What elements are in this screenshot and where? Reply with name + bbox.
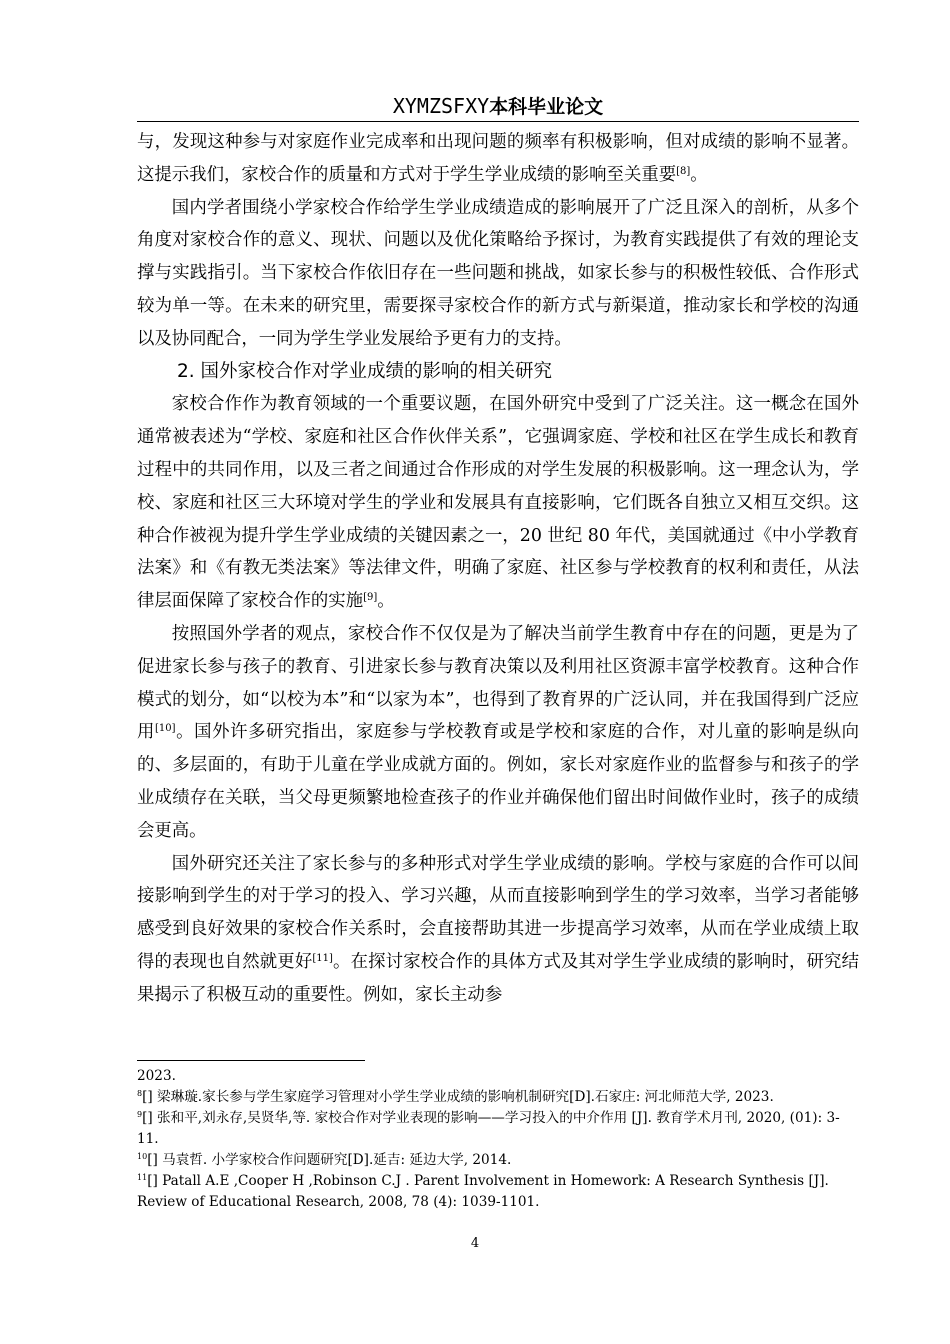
paragraph-text: 按照国外学者的观点，家校合作不仅仅是为了解决当前学生教育中存在的问题，更是为了促进家长参与孩子的教育、引进家长参与教育决策以及利用社区资源丰富学校教育。这种合作模式的划分，如“以校为本”和“以家为本”，也得到了教育界的广泛认同，并在我国得到广泛应用 xyxy=(137,623,859,743)
paragraph-tail: 。在探讨家校合作的具体方式及其对学生学业成绩的影响时，研究结果揭示了积极互动的重要性。例如，家长主动参 xyxy=(137,951,859,1005)
paragraph-domestic-summary: 国内学者围绕小学家校合作给学生学业成绩造成的影响展开了广泛且深入的剖析，从多个角度对家校合作的意义、现状、问题以及优化策略给予探讨，为教育实践提供了有效的理论支撑与实践指引。当下家校合作依旧存在一些问题和挑战，如家长参与的积极性较低、合作形式较为单一等。在未来的研究里，需要探寻家校合作的新方式与新渠道，推动家长和学校的沟通以及协同配合，一同为学生学业发展给予更有力的支持。 xyxy=(137,197,859,349)
footnote-10 xyxy=(137,1150,859,1171)
footnote-mark: 9 xyxy=(137,1110,143,1119)
footnote-separator xyxy=(137,1060,365,1061)
paragraph-foreign-concept xyxy=(137,388,859,618)
body-text xyxy=(137,126,859,1012)
paragraph-text: 国外研究还关注了家长参与的多种形式对学生学业成绩的影响。学校与家庭的合作可以间接影响到学生的对于学习的投入、学习兴趣，从而直接影响到学生的学习效率，当学习者能够感受到良好效果的家校合作关系时，会直接帮助其进一步提高学习效率，从而在学业成绩上取得的表现也自然就更好 xyxy=(137,853,859,972)
citation-ref: [8] xyxy=(676,165,691,177)
paragraph-text: 家校合作作为教育领域的一个重要议题，在国外研究中受到了广泛关注。这一概念在国外通常被表述为“学校、家庭和社区合作伙伴关系”，它强调家庭、学校和社区在学生成长和教育过程中的共同作用，以及三者之间通过合作形成的对学生发展的积极影响。这一理念认为，学校、家庭和社区三大环境对学生的学业和发展具有直接影响，它们既各自独立又相互交织。这种合作被视为提升学生学业成绩的关键因素之一，20 世纪 80 年代，美国就通过《中小学教育法案》和《有教无类法案》等法律文件，明确了家庭、社区参与学校教育的权利和责任，从法律层面保障了家校合作的实施 xyxy=(137,394,859,612)
paragraph-tail: 。 xyxy=(690,164,708,185)
footnote-8 xyxy=(137,1087,859,1108)
footnote-mark: 10 xyxy=(137,1152,148,1161)
citation-ref: [11] xyxy=(312,952,333,964)
citation-ref: [9] xyxy=(363,592,378,604)
footnote-text: [] Patall A.E ,Cooper H ,Robinson C.J . Parent Involvement in Homework: A Research Synthesis [J]. Review of Educational Research, 2008, 78 (4): 1039-1101. xyxy=(137,1173,829,1210)
page-header xyxy=(137,92,859,121)
header-school-code: XYMZSFXY xyxy=(392,94,490,118)
footnote-mark: 8 xyxy=(137,1089,143,1098)
header-title: 本科毕业论文 xyxy=(489,96,604,118)
footnote-text: [] 张和平,刘永存,吴贤华,等. 家校合作对学业表现的影响——学习投入的中介作用 [J]. 教育学术月刊, 2020, (01): 3-11. xyxy=(137,1110,840,1147)
page-number: 4 xyxy=(470,1236,480,1251)
paragraph-tail: 。 xyxy=(377,591,395,612)
footnote-mark: 11 xyxy=(137,1173,148,1182)
footnote-continuation: 2023. xyxy=(137,1068,176,1084)
paragraph-parent-involvement xyxy=(137,848,859,1012)
paragraph-text: 与，发现这种参与对家庭作业完成率和出现问题的频率有积极影响，但对成绩的影响不显著。这提示我们，家校合作的质量和方式对于学生学业成绩的影响至关重要 xyxy=(137,132,859,185)
paragraph-continued xyxy=(137,126,859,192)
citation-ref: [10] xyxy=(155,723,176,735)
footnote-9 xyxy=(137,1108,859,1150)
section-heading: 2. 国外家校合作对学业成绩的影响的相关研究 xyxy=(177,360,553,382)
footnote-text: [] 梁琳璇.家长参与学生家庭学习管理对小学生学业成绩的影响机制研究[D].石家庄: 河北师范大学, 2023. xyxy=(142,1089,774,1105)
footnotes xyxy=(137,1066,859,1213)
header-rule xyxy=(137,121,859,122)
paragraph-tail: 。国外许多研究指出，家庭参与学校教育或是学校和家庭的合作，对儿童的影响是纵向的、多层面的，有助于儿童在学业成就方面的。例如，家长对家庭作业的监督参与和孩子的学业成绩存在关联，当父母更频繁地检查孩子的作业并确保他们留出时间做作业时，孩子的成绩会更高。 xyxy=(137,722,859,841)
footnote-text: [] 马袁哲. 小学家校合作问题研究[D].延吉: 延边大学, 2014. xyxy=(147,1152,512,1168)
footnote-11 xyxy=(137,1171,859,1213)
paragraph-foreign-views xyxy=(137,618,859,848)
